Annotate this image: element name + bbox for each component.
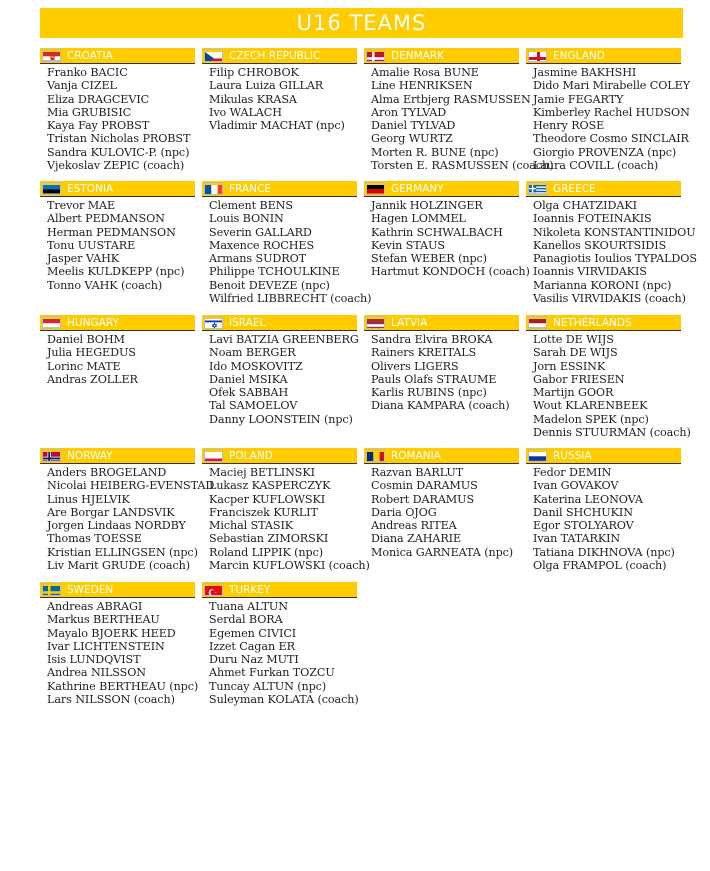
- player-list: [364, 66, 554, 173]
- player-list: [526, 466, 681, 572]
- player-name: Wilfried LIBBRECHT (coach): [209, 292, 372, 306]
- player-name: Dido Mari Mirabelle COLEY: [533, 79, 690, 93]
- romania-flag-icon: [366, 449, 385, 462]
- player-name: Egemen CIVICI: [209, 626, 297, 640]
- team-header: [40, 48, 195, 64]
- player-name: Duru Naz MUTI: [209, 653, 299, 667]
- player-name: Kathrine BERTHEAU (npc): [47, 679, 199, 693]
- team-name: DENMARK: [391, 50, 444, 62]
- hungary-flag-icon: [42, 316, 61, 329]
- team-block-croatia: [40, 48, 195, 172]
- player-name: Wout KLARENBEEK: [533, 399, 648, 413]
- player-name: Marcin KUFLOWSKI (coach): [209, 559, 370, 573]
- player-name: Jorn ESSINK: [533, 359, 606, 373]
- player-name: Giorgio PROVENZA (npc): [533, 145, 677, 159]
- player-name: Henry ROSE: [533, 119, 605, 133]
- player-name: Nikoleta KONSTANTINIDOU: [533, 225, 696, 239]
- team-block-norway: [40, 448, 215, 573]
- player-name: Liv Marit GRUDE (coach): [47, 559, 191, 573]
- player-name: Olga FRAMPOL (coach): [533, 559, 667, 573]
- player-name: Jorgen Lindaas NORDBY: [47, 519, 186, 533]
- player-list: [526, 66, 690, 173]
- player-list: [202, 466, 370, 573]
- player-list: [526, 199, 697, 306]
- team-name: NETHERLANDS: [553, 317, 632, 329]
- team-block-romania: [364, 448, 519, 559]
- player-name: Lotte DE WIJS: [533, 333, 614, 346]
- player-name: Benoit DEVEZE (npc): [209, 278, 330, 292]
- team-block-latvia: [364, 315, 519, 413]
- team-name: LATVIA: [391, 317, 428, 329]
- player-name: Theodore Cosmo SINCLAIR: [533, 132, 689, 146]
- poland-flag-icon: [204, 449, 223, 462]
- player-name: Martijn GOOR: [533, 386, 614, 400]
- team-name: GREECE: [553, 183, 596, 195]
- team-name: ROMANIA: [391, 450, 441, 462]
- team-header: [40, 315, 195, 331]
- team-header: [526, 448, 681, 464]
- team-name: CZECH REPUBLIC: [229, 50, 321, 62]
- team-name: FRANCE: [229, 183, 271, 195]
- team-block-poland: [202, 448, 370, 573]
- player-name: Olivers LIGERS: [371, 359, 459, 373]
- player-name: Daria OJOG: [371, 505, 437, 519]
- player-name: Markus BERTHEAU: [47, 613, 160, 627]
- team-name: ISRAEL: [229, 317, 266, 329]
- player-name: Louis BONIN: [209, 212, 284, 226]
- player-name: Ivan GOVAKOV: [533, 479, 619, 493]
- player-name: Marianna KORONI (npc): [533, 278, 672, 292]
- player-list: [202, 66, 357, 132]
- team-block-russia: [526, 448, 681, 572]
- player-name: Vanja CIZEL: [47, 79, 117, 93]
- team-name: RUSSIA: [553, 450, 592, 462]
- player-name: Are Borgar LANDSVIK: [47, 505, 175, 519]
- player-name: Laura Luiza GILLAR: [209, 79, 324, 93]
- player-name: Sandra KULOVIC-P. (npc): [47, 145, 190, 159]
- player-name: Tatiana DIKHNOVA (npc): [533, 545, 675, 559]
- player-name: Ivar LICHTENSTEIN: [47, 639, 165, 653]
- player-name: Cosmin DARAMUS: [371, 479, 478, 493]
- player-name: Stefan WEBER (npc): [371, 252, 487, 266]
- team-name: ENGLAND: [553, 50, 605, 62]
- player-list: [526, 333, 691, 440]
- player-name: Lorinc MATE: [47, 359, 121, 373]
- player-name: Roland LIPPIK (npc): [209, 545, 324, 559]
- player-name: Thomas TOESSE: [47, 532, 142, 546]
- team-header: [202, 582, 357, 598]
- player-name: Sarah DE WIJS: [533, 346, 618, 360]
- player-name: Ivan TATARKIN: [533, 532, 621, 546]
- player-name: Morten R. BUNE (npc): [371, 145, 499, 159]
- player-name: Jasmine BAKHSHI: [533, 66, 637, 79]
- player-name: Clement BENS: [209, 199, 293, 212]
- latvia-flag-icon: [366, 316, 385, 329]
- player-name: Hartmut KONDOCH (coach): [371, 265, 530, 279]
- player-name: Maxence ROCHES: [209, 238, 315, 252]
- player-name: Franciszek KURLIT: [209, 505, 318, 519]
- team-header: [202, 448, 357, 464]
- player-name: Michal STASIK: [209, 519, 294, 533]
- norway-flag-icon: [42, 449, 61, 462]
- player-name: Dennis STUURMAN (coach): [533, 426, 691, 440]
- player-name: Vasilis VIRVIDAKIS (coach): [533, 292, 686, 306]
- player-name: Tuana ALTUN: [209, 600, 288, 613]
- player-name: Kristian ELLINGSEN (npc): [47, 545, 198, 559]
- player-name: Diana KAMPARA (coach): [371, 399, 510, 413]
- team-block-turkey: [202, 582, 357, 706]
- team-block-sweden: [40, 582, 199, 707]
- team-name: SWEDEN: [67, 584, 114, 596]
- player-name: Eliza DRAGCEVIC: [47, 92, 150, 106]
- turkey-flag-icon: [204, 583, 223, 596]
- germany-flag-icon: [366, 182, 385, 195]
- player-name: Olga CHATZIDAKI: [533, 199, 637, 212]
- czech-flag-icon: [204, 49, 223, 62]
- player-name: Ido MOSKOVITZ: [209, 359, 303, 373]
- player-list: [364, 466, 519, 559]
- player-name: Lukasz KASPERCZYK: [209, 479, 331, 493]
- player-name: Mia GRUBISIC: [47, 105, 132, 119]
- player-name: Ahmet Furkan TOZCU: [209, 666, 335, 680]
- team-block-greece: [526, 181, 697, 306]
- player-list: [40, 333, 195, 386]
- player-name: Kimberley Rachel HUDSON: [533, 105, 690, 119]
- team-header: [526, 181, 681, 197]
- player-name: Mikulas KRASA: [209, 92, 297, 106]
- player-name: Anders BROGELAND: [47, 466, 167, 479]
- player-name: Daniel BOHM: [47, 333, 125, 346]
- player-name: Egor STOLYAROV: [533, 519, 634, 533]
- player-list: [40, 466, 215, 573]
- player-list: [364, 199, 530, 279]
- player-name: Izzet Cagan ER: [209, 639, 295, 653]
- team-header: [202, 181, 357, 197]
- player-name: Trevor MAE: [47, 199, 116, 212]
- player-name: Armans SUDROT: [209, 252, 307, 266]
- team-block-england: [526, 48, 690, 173]
- player-name: Andras ZOLLER: [47, 372, 138, 386]
- player-name: Linus HJELVIK: [47, 492, 130, 506]
- player-name: Lavi BATZIA GREENBERG: [209, 333, 359, 346]
- team-block-denmark: [364, 48, 554, 173]
- player-name: Isis LUNDQVIST: [47, 653, 141, 667]
- player-name: Rainers KREITALS: [371, 346, 477, 360]
- team-header: [40, 181, 195, 197]
- team-name: POLAND: [229, 450, 273, 462]
- player-name: Tuncay ALTUN (npc): [209, 679, 327, 693]
- player-name: Katerina LEONOVA: [533, 492, 643, 506]
- team-block-estonia: [40, 181, 195, 292]
- team-header: [364, 181, 519, 197]
- player-name: Vladimir MACHAT (npc): [209, 119, 345, 133]
- player-list: [40, 600, 199, 707]
- player-name: Andreas RITEA: [371, 519, 457, 533]
- player-name: Vjekoslav ZEPIC (coach): [47, 159, 185, 173]
- team-block-netherlands: [526, 315, 691, 440]
- player-name: Suleyman KOLATA (coach): [209, 693, 359, 707]
- team-name: TURKEY: [229, 584, 271, 596]
- team-header: [526, 315, 681, 331]
- team-name: NORWAY: [67, 450, 113, 462]
- team-name: HUNGARY: [67, 317, 119, 329]
- team-header: [202, 48, 357, 64]
- player-name: Gabor FRIESEN: [533, 372, 625, 386]
- player-name: Kanellos SKOURTSIDIS: [533, 238, 667, 252]
- england-flag-icon: [528, 49, 547, 62]
- player-name: Monica GARNEATA (npc): [371, 545, 514, 559]
- team-header: [40, 448, 195, 464]
- player-name: Alma Ertbjerg RASMUSSEN: [371, 92, 531, 106]
- player-name: Albert PEDMANSON: [47, 212, 165, 226]
- player-list: [364, 333, 519, 413]
- player-name: Serdal BORA: [209, 613, 283, 627]
- player-list: [40, 199, 195, 292]
- player-name: Laura COVILL (coach): [533, 159, 659, 173]
- player-name: Hagen LOMMEL: [371, 212, 466, 226]
- player-name: Kaya Fay PROBST: [47, 119, 150, 133]
- player-name: Torsten E. RASMUSSEN (coach): [371, 159, 554, 173]
- player-name: Aron TYLVAD: [371, 105, 447, 119]
- team-block-czech-republic: [202, 48, 357, 132]
- team-block-israel: [202, 315, 357, 426]
- team-name: ESTONIA: [67, 183, 114, 195]
- israel-flag-icon: [204, 316, 223, 329]
- estonia-flag-icon: [42, 182, 61, 195]
- player-name: Nicolai HEIBERG-EVENSTAD: [47, 479, 215, 493]
- player-name: Sandra Elvira BROKA: [371, 333, 493, 346]
- player-name: Jamie FEGARTY: [533, 92, 624, 106]
- player-name: Meelis KULDKEPP (npc): [47, 265, 185, 279]
- player-name: Sebastian ZIMORSKI: [209, 532, 329, 546]
- team-name: CROATIA: [67, 50, 113, 62]
- player-name: Fedor DEMIN: [533, 466, 612, 479]
- team-block-hungary: [40, 315, 195, 386]
- team-header: [364, 448, 519, 464]
- player-name: Razvan BARLUT: [371, 466, 464, 479]
- player-name: Ioannis FOTEINAKIS: [533, 212, 652, 226]
- player-name: Amalie Rosa BUNE: [371, 66, 479, 79]
- player-name: Daniel MSIKA: [209, 372, 288, 386]
- player-name: Danil SHCHUKIN: [533, 505, 633, 519]
- player-name: Ioannis VIRVIDAKIS: [533, 265, 647, 279]
- player-list: [202, 199, 372, 306]
- russia-flag-icon: [528, 449, 547, 462]
- player-name: Julia HEGEDUS: [47, 346, 136, 360]
- player-name: Jannik HOLZINGER: [371, 199, 483, 212]
- player-name: Andreas ABRAGI: [47, 600, 143, 613]
- team-header: [202, 315, 357, 331]
- player-name: Karlis RUBINS (npc): [371, 386, 487, 400]
- player-name: Kathrin SCHWALBACH: [371, 225, 503, 239]
- team-block-france: [202, 181, 372, 306]
- team-block-germany: [364, 181, 530, 279]
- team-header: [526, 48, 681, 64]
- sweden-flag-icon: [42, 583, 61, 596]
- player-name: Philippe TCHOULKINE: [209, 265, 340, 279]
- netherlands-flag-icon: [528, 316, 547, 329]
- france-flag-icon: [204, 182, 223, 195]
- player-name: Tristan Nicholas PROBST: [47, 132, 191, 146]
- player-name: Tal SAMOELOV: [209, 399, 298, 413]
- player-name: Tonu UUSTARE: [47, 238, 136, 252]
- team-header: [364, 315, 519, 331]
- player-name: Ofek SABBAH: [209, 386, 289, 400]
- player-name: Kacper KUFLOWSKI: [209, 492, 326, 506]
- player-name: Severin GALLARD: [209, 225, 312, 239]
- player-name: Danny LOONSTEIN (npc): [209, 412, 353, 426]
- team-name: GERMANY: [391, 183, 444, 195]
- player-name: Tonno VAHK (coach): [47, 278, 163, 292]
- greece-flag-icon: [528, 182, 547, 195]
- player-name: Daniel TYLVAD: [371, 119, 456, 133]
- team-header: [40, 582, 195, 598]
- player-name: Maciej BETLINSKI: [209, 466, 315, 479]
- player-name: Robert DARAMUS: [371, 492, 475, 506]
- player-name: Madelon SPEK (npc): [533, 412, 649, 426]
- player-name: Pauls Olafs STRAUME: [371, 372, 497, 386]
- player-name: Diana ZAHARIE: [371, 532, 462, 546]
- player-name: Herman PEDMANSON: [47, 225, 176, 239]
- player-name: Lars NILSSON (coach): [47, 693, 175, 707]
- player-name: Georg WURTZ: [371, 132, 453, 146]
- player-name: Franko BACIC: [47, 66, 128, 79]
- player-name: Panagiotis Ioulios TYPALDOS: [533, 252, 697, 266]
- page-title: U16 TEAMS: [40, 8, 683, 38]
- player-name: Filip CHROBOK: [209, 66, 299, 79]
- player-name: Noam BERGER: [209, 346, 296, 360]
- croatia-flag-icon: [42, 49, 61, 62]
- player-name: Jasper VAHK: [47, 252, 119, 266]
- player-list: [202, 600, 357, 706]
- denmark-flag-icon: [366, 49, 385, 62]
- player-name: Line HENRIKSEN: [371, 79, 473, 93]
- player-name: Andrea NILSSON: [47, 666, 146, 680]
- player-name: Mayalo BJOERK HEED: [47, 626, 176, 640]
- player-name: Ivo WALACH: [209, 105, 282, 119]
- player-list: [202, 333, 357, 426]
- player-name: Kevin STAUS: [371, 238, 445, 252]
- team-header: [364, 48, 519, 64]
- player-list: [40, 66, 195, 172]
